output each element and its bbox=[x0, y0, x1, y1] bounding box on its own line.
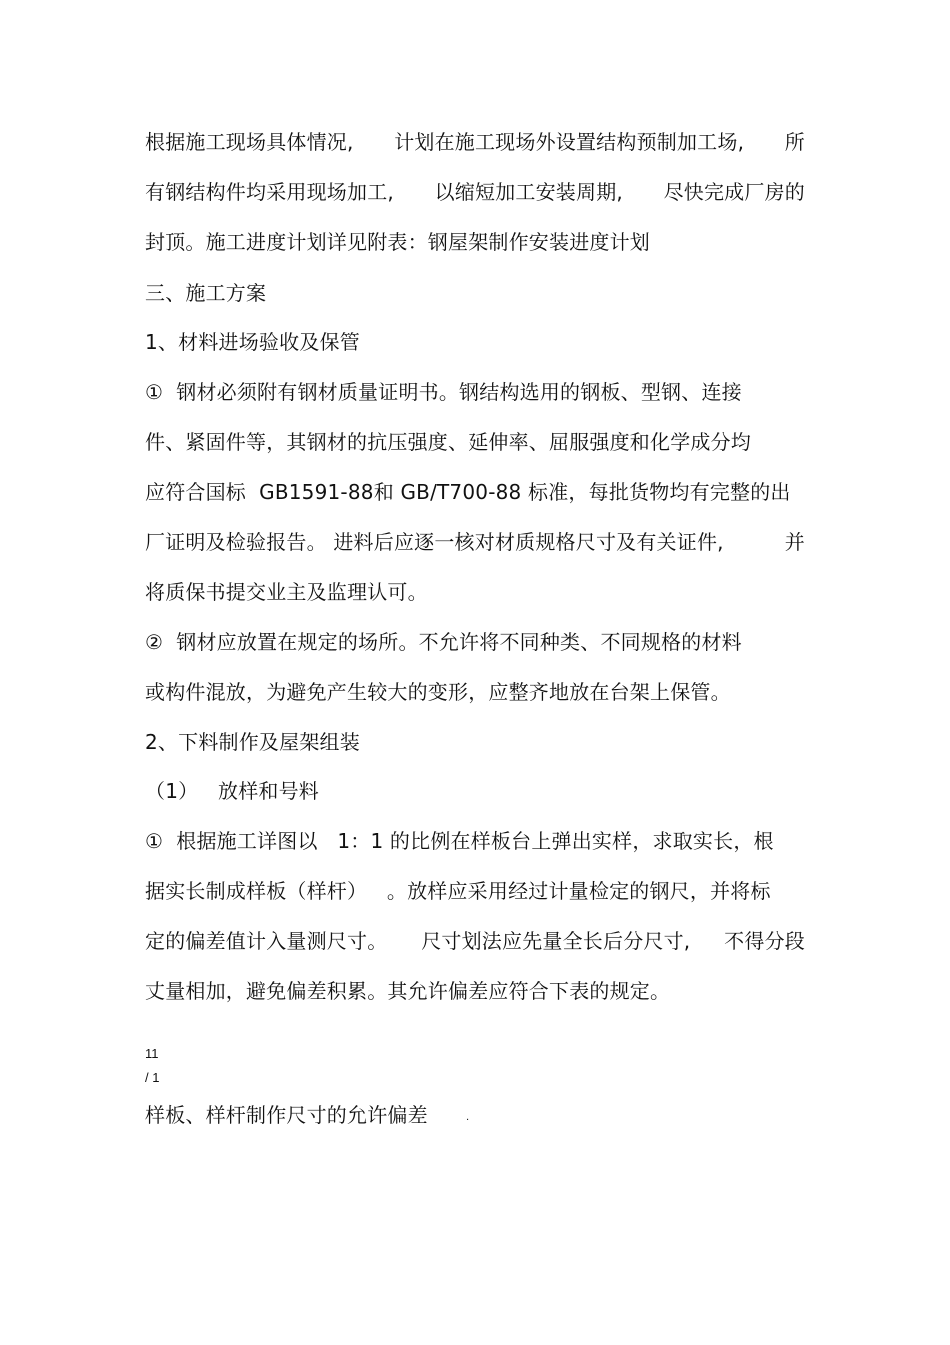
paragraph-line: 丈量相加，避免偏差积累。其允许偏差应符合下表的规定。 bbox=[145, 979, 671, 1003]
paragraph-line: 件、紧固件等，其钢材的抗压强度、延伸率、屈服强度和化学成分均 bbox=[145, 430, 751, 454]
paragraph-line bbox=[145, 178, 805, 206]
text-segment: 以缩短加工安装周期, bbox=[434, 180, 623, 204]
sub-subsection-heading: （1） 放样和号料 bbox=[145, 779, 319, 803]
paragraph-line: 或构件混放，为避免产生较大的变形，应整齐地放在台架上保管。 bbox=[145, 680, 731, 704]
text-segment: 计划在施工现场外设置结构预制加工场, bbox=[394, 130, 745, 154]
page-total: / 1 bbox=[145, 1070, 160, 1085]
paragraph-line: 据实长制成样板（样杆） 。放样应采用经过计量检定的钢尺，并将标 bbox=[145, 879, 771, 903]
trailing-dot: . bbox=[466, 1112, 470, 1123]
paragraph-line: ① 钢材必须附有钢材质量证明书。钢结构选用的钢板、型钢、连接 bbox=[145, 380, 742, 404]
text-segment: 不得分段 bbox=[724, 929, 805, 953]
text-segment: 有钢结构件均采用现场加工, bbox=[145, 180, 394, 204]
paragraph-line bbox=[145, 128, 805, 156]
text-segment: 尺寸划法应先量全长后分尺寸, bbox=[421, 929, 691, 953]
section-heading: 三、施工方案 bbox=[145, 281, 267, 305]
paragraph-line bbox=[145, 927, 805, 955]
paragraph-line: ② 钢材应放置在规定的场所。不允许将不同种类、不同规格的材料 bbox=[145, 630, 742, 654]
subsection-heading: 1、材料进场验收及保管 bbox=[145, 330, 360, 354]
paragraph-line: 封顶。施工进度计划详见附表：钢屋架制作安装进度计划 bbox=[145, 230, 650, 254]
text-segment: 并 bbox=[784, 530, 805, 554]
paragraph-line: 应符合国标 GB1591-88和 GB/T700-88 标准，每批货物均有完整的出 bbox=[145, 480, 791, 504]
text-segment: 所 bbox=[784, 130, 805, 154]
paragraph-line: ① 根据施工详图以 1：1 的比例在样板台上弹出实样，求取实长，根 bbox=[145, 829, 774, 853]
paragraph-line: 将质保书提交业主及监理认可。 bbox=[145, 580, 428, 604]
text-segment: 定的偏差值计入量测尺寸。 bbox=[145, 929, 388, 953]
paragraph-line bbox=[145, 528, 805, 556]
text-segment: 根据施工现场具体情况, bbox=[145, 130, 354, 154]
subsection-heading: 2、下料制作及屋架组装 bbox=[145, 730, 360, 754]
text-segment: 尽快完成厂房的 bbox=[663, 180, 805, 204]
page-number: 11 bbox=[145, 1046, 159, 1061]
table-caption: 样板、样杆制作尺寸的允许偏差 bbox=[145, 1103, 428, 1127]
text-segment: 厂证明及检验报告。 进料后应逐一核对材质规格尺寸及有关证件, bbox=[145, 530, 724, 554]
